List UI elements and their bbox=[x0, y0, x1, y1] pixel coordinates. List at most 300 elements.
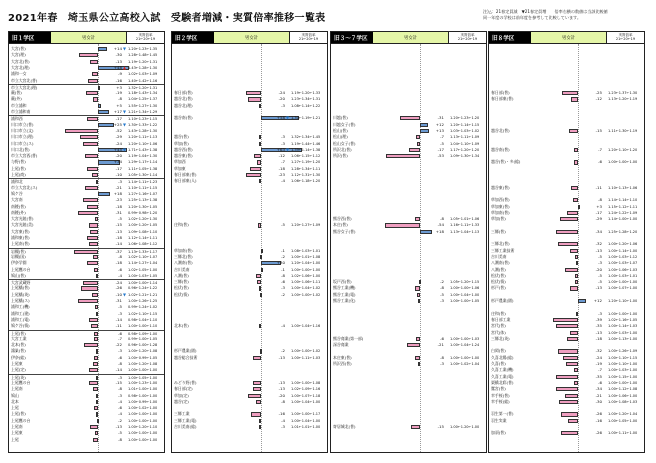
ratio-value: 1.19←1.04←1.30 bbox=[128, 154, 158, 159]
change-value: -5 bbox=[118, 304, 122, 310]
change-bar bbox=[259, 135, 261, 139]
ratio-value: 1.32←1.34←1.45 bbox=[291, 135, 321, 140]
school-row bbox=[172, 405, 327, 411]
ratio-header-label: 実質倍率 bbox=[618, 33, 633, 37]
school-name: 松伏(普) bbox=[491, 272, 506, 278]
school-row bbox=[489, 267, 644, 273]
school-row bbox=[9, 311, 164, 317]
school-name: 三郷工業技術 bbox=[491, 247, 515, 253]
school-row bbox=[489, 109, 644, 115]
school-name: 草加(普) bbox=[491, 216, 506, 222]
change-bar bbox=[85, 154, 98, 158]
school-name: 三郷(普) bbox=[174, 279, 189, 285]
school-row bbox=[9, 260, 164, 266]
school-row bbox=[9, 46, 164, 52]
change-bar bbox=[571, 97, 579, 101]
change-value: -4 bbox=[118, 398, 122, 404]
change-value: -23 bbox=[278, 172, 285, 177]
ratio-value: 0.99←0.98←1.20 bbox=[128, 210, 158, 215]
school-row bbox=[9, 430, 164, 436]
ratio-value: 1.11←1.05←1.38 bbox=[128, 166, 158, 171]
change-bar bbox=[89, 223, 99, 227]
quota-mark: ▼ bbox=[123, 46, 126, 51]
change-bar bbox=[95, 305, 98, 309]
change-bar bbox=[420, 123, 428, 127]
school-row bbox=[9, 285, 164, 291]
school-row bbox=[9, 235, 164, 241]
change-value: -7 bbox=[281, 159, 285, 165]
ratio-value: 1.20←1.10←1.00 bbox=[608, 299, 638, 303]
school-row bbox=[172, 141, 327, 147]
school-name: 浦和工(機) bbox=[11, 304, 30, 310]
change-value: -16 bbox=[115, 77, 122, 83]
school-row bbox=[331, 399, 486, 405]
ratio-header-years: 21←20←19 bbox=[298, 37, 319, 42]
change-bar bbox=[573, 198, 578, 202]
school-row bbox=[489, 216, 644, 222]
school-row bbox=[489, 254, 644, 260]
change-value: +3 bbox=[116, 84, 122, 90]
ratio-value: 1.05←1.01←1.06 bbox=[450, 217, 480, 222]
school-row bbox=[9, 210, 164, 216]
ratio-value: 1.02←1.10←1.07 bbox=[128, 254, 158, 259]
school-row bbox=[172, 103, 327, 109]
ratio-value: 1.10←1.13←1.06 bbox=[608, 185, 638, 190]
change-value: -1 bbox=[281, 247, 285, 253]
change-bar bbox=[256, 274, 261, 278]
ratio-value: 1.02←1.21←1.21 bbox=[128, 292, 158, 297]
school-row bbox=[489, 235, 644, 241]
change-value: -17 bbox=[595, 209, 602, 215]
change-bar bbox=[574, 381, 578, 385]
school-row bbox=[489, 292, 644, 298]
school-row bbox=[172, 59, 327, 65]
school-row bbox=[172, 204, 327, 210]
change-value: -15 bbox=[595, 127, 602, 133]
change-bar bbox=[567, 337, 579, 341]
school-row bbox=[331, 147, 486, 153]
school-name: 三郷北(普) bbox=[174, 253, 193, 259]
school-row bbox=[172, 254, 327, 260]
school-row bbox=[9, 84, 164, 90]
school-row bbox=[489, 159, 644, 165]
change-value: -6 bbox=[118, 354, 122, 360]
school-name: 松伏(情) bbox=[174, 291, 189, 297]
ratio-value: 1.00←1.02←1.04 bbox=[450, 362, 480, 366]
school-row bbox=[489, 90, 644, 96]
school-row bbox=[489, 71, 644, 77]
school-name: 久喜北陽(総) bbox=[491, 354, 514, 360]
school-row bbox=[331, 172, 486, 178]
school-row bbox=[9, 78, 164, 84]
ratio-value: 1.06←1.18←1.20 bbox=[291, 179, 321, 184]
ratio-value: 1.30←1.33←1.22 bbox=[128, 122, 158, 127]
change-value: +14 bbox=[113, 46, 122, 51]
school-row bbox=[331, 361, 486, 367]
school-row bbox=[489, 393, 644, 399]
ratio-value: 1.10←1.11←1.15 bbox=[128, 185, 158, 190]
school-row bbox=[331, 248, 486, 254]
school-row bbox=[172, 178, 327, 184]
ratio-value: 1.10←1.23←1.15 bbox=[128, 117, 158, 122]
school-row bbox=[489, 279, 644, 285]
school-row bbox=[489, 342, 644, 348]
school-row bbox=[172, 134, 327, 140]
school-row bbox=[9, 267, 164, 273]
school-name: 八潮南(普) bbox=[174, 260, 193, 266]
school-row bbox=[172, 380, 327, 386]
change-bar bbox=[385, 223, 420, 227]
change-value: -23 bbox=[115, 197, 122, 203]
ratio-value: 1.00←1.00←1.08 bbox=[291, 380, 321, 385]
change-bar bbox=[419, 280, 421, 284]
ratio-value: 1.00←1.01←1.08 bbox=[291, 254, 321, 259]
school-row bbox=[172, 361, 327, 367]
school-name: 岩槻(普) bbox=[11, 248, 26, 254]
school-row bbox=[331, 298, 486, 304]
school-name: 熊谷工業(化) bbox=[333, 298, 356, 303]
ratio-value: 1.00←1.20←1.08 bbox=[128, 362, 158, 366]
school-row bbox=[9, 336, 164, 342]
change-value: -35 bbox=[595, 373, 602, 379]
change-bar bbox=[94, 337, 99, 341]
ratio-value: 1.00←1.00←1.05 bbox=[450, 299, 480, 303]
school-name: 大宮光陵(普) bbox=[11, 216, 34, 222]
change-bar bbox=[98, 104, 101, 108]
note-line-2: 同一年度の学校は前年度を参考して比較しています。 bbox=[483, 15, 581, 21]
school-name: 草加東(普) bbox=[491, 203, 510, 209]
change-value: +45 bbox=[113, 146, 122, 152]
change-value: +12 bbox=[593, 298, 602, 303]
change-value: -12 bbox=[278, 153, 285, 159]
change-bar bbox=[92, 173, 98, 177]
change-bar bbox=[84, 343, 98, 347]
school-row bbox=[9, 348, 164, 354]
ratio-value: 1.04←1.10←1.09 bbox=[450, 141, 480, 146]
ratio-value: 1.05←1.30←1.14 bbox=[128, 173, 158, 177]
change-bar bbox=[420, 129, 428, 133]
change-bar bbox=[574, 368, 579, 372]
school-row bbox=[489, 336, 644, 342]
notes bbox=[483, 9, 608, 21]
school-row bbox=[331, 267, 486, 273]
ratio-value: 0.99←1.00←1.05 bbox=[128, 336, 158, 341]
ratio-value: 0.96←1.00←1.28 bbox=[128, 343, 158, 348]
change-bar bbox=[560, 217, 579, 221]
school-name: 川越(普) bbox=[333, 115, 348, 121]
ratio-value: 1.23←1.34←1.31 bbox=[291, 97, 321, 102]
school-row bbox=[172, 71, 327, 77]
change-bar bbox=[253, 381, 261, 385]
school-row bbox=[9, 374, 164, 380]
change-bar bbox=[565, 268, 578, 272]
change-bar bbox=[83, 142, 98, 146]
change-bar bbox=[578, 299, 586, 303]
change-value: -6 bbox=[440, 335, 444, 341]
school-row bbox=[172, 216, 327, 222]
panel-header bbox=[9, 32, 164, 44]
school-row bbox=[331, 336, 486, 342]
school-name: 春日部(定) bbox=[174, 386, 193, 392]
change-value: -18 bbox=[115, 260, 122, 266]
change-bar bbox=[559, 400, 578, 404]
ratio-value: 1.00←1.04←1.24 bbox=[450, 343, 480, 348]
school-name: 浦和東(普) bbox=[11, 235, 30, 240]
school-row bbox=[9, 424, 164, 430]
ratio-value: 1.20←1.04←1.00 bbox=[291, 261, 321, 266]
change-bar bbox=[556, 324, 579, 328]
school-row bbox=[9, 323, 164, 329]
school-name: 春日部工業 bbox=[491, 316, 511, 322]
school-row bbox=[331, 304, 486, 310]
ratio-value: 1.00←1.15←1.00 bbox=[608, 374, 638, 379]
change-bar bbox=[259, 425, 261, 429]
school-row bbox=[172, 166, 327, 172]
school-row bbox=[172, 84, 327, 90]
ratio-value: 1.00←1.11←1.00 bbox=[608, 431, 638, 436]
chart-header bbox=[373, 32, 448, 43]
ratio-value: 1.00←0.99←1.00 bbox=[128, 399, 158, 404]
school-name: 所沢西(普) bbox=[333, 361, 352, 366]
ratio-header-label: 実質倍率 bbox=[301, 33, 316, 37]
school-name: 吉川美南 bbox=[174, 266, 190, 272]
ratio-value: 1.00←1.10←1.15 bbox=[608, 355, 638, 360]
change-value: -34 bbox=[595, 228, 602, 234]
school-row bbox=[172, 241, 327, 247]
school-row bbox=[172, 96, 327, 102]
ratio-value: 1.20←1.23←1.20 bbox=[450, 116, 480, 121]
change-value: -20 bbox=[595, 266, 602, 272]
ratio-value: 1.00←1.04←1.00 bbox=[450, 292, 480, 297]
school-name: 久喜工業(電) bbox=[491, 373, 514, 379]
school-name: 北本 bbox=[11, 398, 19, 404]
ratio-value: 1.00←1.00←1.03 bbox=[450, 336, 480, 341]
change-bar bbox=[248, 97, 261, 101]
school-name: 大宮武蔵野 bbox=[11, 280, 31, 286]
school-row bbox=[489, 115, 644, 121]
ratio-value: 1.00←1.04←1.02 bbox=[291, 286, 321, 291]
change-bar bbox=[91, 324, 98, 328]
school-row bbox=[489, 386, 644, 392]
change-value: -3 bbox=[118, 348, 122, 354]
school-row bbox=[172, 159, 327, 165]
school-name: 草加西 bbox=[174, 159, 186, 165]
change-value: -5 bbox=[598, 272, 602, 278]
school-name: 杉戸農業(園) bbox=[491, 298, 514, 303]
school-row bbox=[489, 141, 644, 147]
change-value: -6 bbox=[118, 405, 122, 411]
school-row bbox=[489, 197, 644, 203]
school-name: 市立浦和南 bbox=[11, 109, 31, 114]
school-row bbox=[172, 248, 327, 254]
school-row bbox=[489, 323, 644, 329]
school-name: 春日部(普) bbox=[491, 90, 510, 96]
change-bar bbox=[570, 286, 578, 290]
school-name: 鳩ケ谷(情) bbox=[11, 323, 30, 329]
school-row bbox=[172, 437, 327, 443]
school-row bbox=[9, 405, 164, 411]
change-value: -52 bbox=[115, 127, 122, 133]
school-name: 越谷東(普) bbox=[174, 153, 193, 159]
change-value: -13 bbox=[595, 285, 602, 291]
school-name: 大宮北(普) bbox=[11, 58, 30, 64]
school-name: 与野(普) bbox=[11, 159, 26, 165]
school-row bbox=[9, 279, 164, 285]
change-value: -8 bbox=[281, 272, 285, 278]
change-bar bbox=[246, 91, 261, 95]
school-name: 三郷工業(電) bbox=[174, 417, 197, 423]
change-bar bbox=[88, 79, 98, 83]
ratio-value: 1.00←1.03←1.05 bbox=[128, 273, 158, 278]
school-name: 大宮光陵(美) bbox=[11, 222, 34, 228]
school-row bbox=[331, 374, 486, 380]
change-bar bbox=[92, 72, 98, 76]
change-value: -3 bbox=[118, 374, 122, 380]
school-name: 川口市立(理) bbox=[11, 134, 34, 140]
school-row bbox=[9, 59, 164, 65]
ratio-value: 1.00←1.05←1.00 bbox=[128, 375, 158, 380]
change-bar bbox=[261, 268, 263, 272]
school-row bbox=[331, 348, 486, 354]
school-row bbox=[331, 122, 486, 128]
school-row bbox=[489, 210, 644, 216]
change-value: -3 bbox=[118, 179, 122, 185]
ratio-value: 1.00←0.99←1.05 bbox=[128, 355, 158, 360]
change-value: -3 bbox=[281, 424, 285, 429]
school-name: 上尾南 bbox=[11, 386, 23, 392]
change-bar bbox=[89, 381, 99, 385]
school-name: 幸手桜(総) bbox=[491, 398, 510, 404]
school-row bbox=[172, 304, 327, 310]
school-row bbox=[331, 273, 486, 279]
change-bar bbox=[561, 431, 578, 435]
school-row bbox=[331, 178, 486, 184]
change-bar bbox=[260, 293, 262, 297]
school-row bbox=[489, 317, 644, 323]
school-name: 坂戸西(普) bbox=[333, 279, 352, 285]
district-panel bbox=[171, 31, 328, 453]
change-bar bbox=[96, 274, 99, 278]
district-panel bbox=[330, 31, 487, 453]
school-row bbox=[172, 147, 327, 153]
school-row bbox=[331, 84, 486, 90]
school-row bbox=[9, 304, 164, 310]
school-row bbox=[9, 418, 164, 424]
change-value: -8 bbox=[118, 361, 122, 366]
quota-mark: ▼ bbox=[286, 115, 289, 121]
change-value: -15 bbox=[115, 222, 122, 228]
school-name: 川口市立(普) bbox=[11, 121, 34, 127]
school-row bbox=[9, 437, 164, 443]
ratio-value: 1.06←1.08←1.12 bbox=[128, 242, 158, 247]
school-name: 草加(定) bbox=[174, 392, 189, 398]
school-name: 越谷東(普) bbox=[491, 184, 510, 190]
ratio-value: 1.00←1.20←1.05 bbox=[128, 223, 158, 228]
school-row bbox=[331, 222, 486, 228]
school-name: 浦和北 bbox=[11, 179, 23, 185]
change-value: -5 bbox=[598, 253, 602, 259]
school-row bbox=[331, 279, 486, 285]
change-value: -5 bbox=[440, 291, 444, 297]
change-bar bbox=[96, 400, 99, 404]
school-name: 伊奈(総) bbox=[11, 354, 26, 360]
change-value: -18 bbox=[595, 335, 602, 341]
school-row bbox=[331, 128, 486, 134]
change-bar bbox=[254, 154, 262, 158]
ratio-value: 1.00←1.14←1.00 bbox=[608, 248, 638, 253]
ratio-value: 1.21←1.34←1.29 bbox=[128, 110, 158, 114]
school-row bbox=[489, 134, 644, 140]
school-name: 八潮(普) bbox=[174, 272, 189, 278]
change-value: -32 bbox=[595, 348, 602, 354]
school-row bbox=[172, 292, 327, 298]
school-name: 市立大宮北(ス) bbox=[11, 184, 38, 190]
change-value: -8 bbox=[281, 398, 285, 404]
change-bar bbox=[78, 299, 98, 303]
school-row bbox=[172, 311, 327, 317]
ratio-value: 1.00←1.20←1.06 bbox=[608, 242, 638, 247]
school-name: 上尾鷹の台 bbox=[11, 266, 31, 272]
school-row bbox=[172, 222, 327, 228]
school-row bbox=[172, 330, 327, 336]
change-bar bbox=[259, 324, 262, 328]
ratio-header-years: 21←20←19 bbox=[135, 37, 156, 42]
school-row bbox=[331, 393, 486, 399]
school-name: 大宮北(理) bbox=[11, 64, 30, 70]
ratio-value: 1.00←1.20←1.00 bbox=[450, 425, 480, 429]
ratio-value: 1.00←1.04←1.00 bbox=[291, 399, 321, 404]
change-value: -8 bbox=[440, 285, 444, 291]
school-name: 上尾(普) bbox=[11, 411, 26, 417]
change-value: -7 bbox=[440, 134, 444, 140]
change-value: -17 bbox=[115, 116, 122, 122]
change-bar bbox=[261, 249, 263, 253]
change-value: -24 bbox=[595, 354, 602, 360]
quota-mark: ▲ bbox=[123, 64, 126, 70]
school-row bbox=[9, 292, 164, 298]
change-value: -3 bbox=[598, 310, 602, 316]
change-value: -3 bbox=[281, 102, 285, 108]
change-value: +13 bbox=[435, 127, 444, 133]
change-bar bbox=[96, 349, 98, 353]
school-row bbox=[9, 191, 164, 197]
change-value: -6 bbox=[281, 279, 285, 285]
ratio-value: 1.00←1.00←1.00 bbox=[128, 368, 158, 373]
school-name: 浦和工(建) bbox=[11, 310, 30, 316]
ratio-value: 1.71←1.43←1.38 bbox=[128, 147, 158, 152]
change-value: -16 bbox=[278, 411, 285, 417]
change-bar bbox=[576, 312, 578, 316]
school-row bbox=[331, 46, 486, 52]
school-row bbox=[9, 361, 164, 367]
change-bar bbox=[95, 431, 98, 435]
change-value: -5 bbox=[281, 222, 285, 228]
school-row bbox=[9, 298, 164, 304]
school-row bbox=[172, 411, 327, 417]
school-row bbox=[9, 96, 164, 102]
ratio-value: 1.14←1.00←1.00 bbox=[608, 217, 638, 222]
ratio-value: 1.00←1.00←1.00 bbox=[608, 280, 638, 285]
school-row bbox=[172, 185, 327, 191]
school-row bbox=[489, 241, 644, 247]
school-row bbox=[9, 147, 164, 153]
ratio-value: 1.13←1.33←1.17 bbox=[128, 249, 158, 254]
school-name: 越谷北(理) bbox=[174, 102, 193, 108]
change-bar bbox=[567, 211, 578, 215]
school-row bbox=[172, 273, 327, 279]
change-value: -24 bbox=[115, 280, 122, 286]
ratio-value: 1.00←1.00←1.00 bbox=[128, 412, 158, 417]
